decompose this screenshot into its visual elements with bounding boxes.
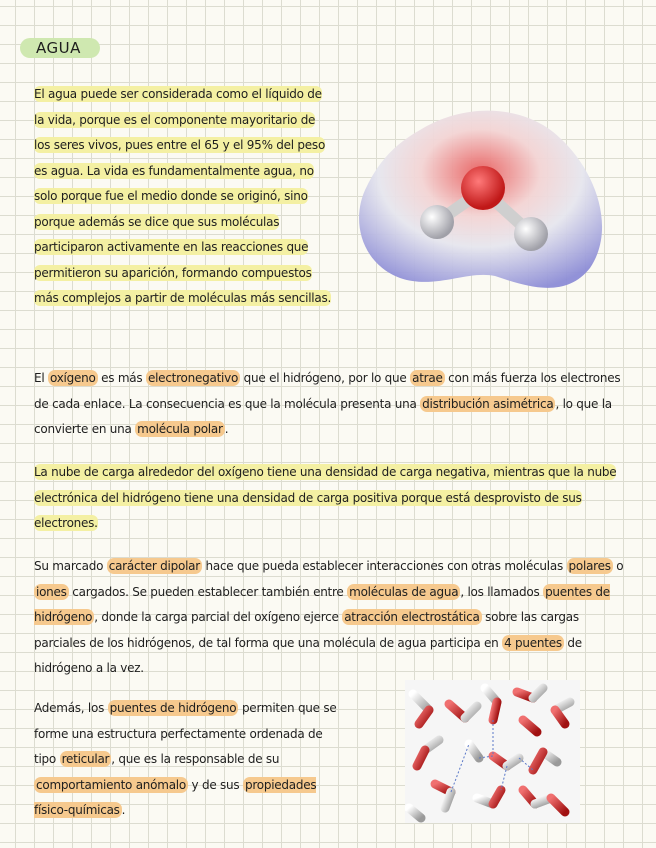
hydrogen-atom	[420, 205, 454, 239]
highlight-moleculas-agua: moléculas de agua	[349, 584, 459, 599]
charge-text: La nube de carga alrededor del oxígeno tiene una densidad de carga negativa, mientras que la nube electrónica del hidrógeno tiene una densidad de carga positiva porque está desprovisto de sus electrones.	[34, 465, 617, 530]
highlight-caracter-dipolar: carácter dipolar	[108, 559, 200, 573]
highlight-electronegativo: electronegativo	[147, 371, 239, 385]
highlight-reticular: reticular	[61, 752, 110, 766]
highlight-puentes: puentes de hidrógeno	[109, 701, 237, 715]
highlight-molecula-polar: molécula polar	[137, 422, 223, 436]
highlight-atrae: atrae	[412, 371, 443, 385]
intro-paragraph	[34, 82, 334, 312]
oxygen-atom	[461, 166, 505, 210]
highlight-atraccion: atracción electrostática	[344, 610, 480, 624]
highlight-oxigeno: oxígeno	[49, 371, 96, 385]
highlight-puentes-hidrogeno: puentes de hidrógeno	[34, 584, 610, 624]
water-electrostatic-map-image	[355, 108, 610, 303]
highlight-propiedades: propiedades físico-químicas	[34, 777, 317, 817]
hydrogen-atom	[514, 217, 548, 251]
hydrogen-bond-network-image	[405, 680, 580, 823]
highlight-polares: polares	[568, 559, 611, 573]
intro-text: El agua puede ser considerada como el líquido de la vida, porque es el componente mayoritario de los seres vivos, pues entre el 65 y el 95% del peso es agua. La vida es fundamentalmente agua, no solo porque fue el medio donde se originó, sino porque además se dice que sus moléculas participaron activamente en las reacciones que permitieron su aparición, formando compuestos más complejos a partir de moléculas más sencillas.	[34, 87, 332, 305]
charge-paragraph	[34, 460, 634, 537]
highlight-distribucion: distribución asimétrica	[422, 396, 554, 411]
highlight-4-puentes: 4 puentes	[504, 635, 562, 650]
structure-paragraph: Además, los puentes de hidrógeno permiten que se forme una estructura perfectamente ordenada de tipo reticular , que es la responsable de su comportamiento anómalo y de sus propiedades físico-químicas .	[34, 701, 337, 817]
highlight-iones: iones	[36, 584, 67, 599]
dipole-paragraph: Su marcado carácter dipolar hace que pueda establecer interacciones con otras moléculas polares o iones cargados. Se pueden establecer también entre moléculas de agua , los llamados puentes de hidrógeno , donde la carga parcial del oxígeno ejerce atracción electrostática sobre las cargas parciales de los hidrógenos, de tal forma que una molécula de agua participa en 4 puentes de hidrógeno a la vez.	[34, 559, 624, 675]
highlight-comportamiento: comportamiento anómalo	[36, 777, 186, 792]
page-title: AGUA	[20, 38, 100, 58]
polarity-paragraph: El oxígeno es más electronegativo que el hidrógeno, por lo que atrae con más fuerza los electrones de cada enlace. La consecuencia es que la molécula presenta una distribución asimétrica , lo que la convierte en una molécula polar .	[34, 371, 621, 436]
